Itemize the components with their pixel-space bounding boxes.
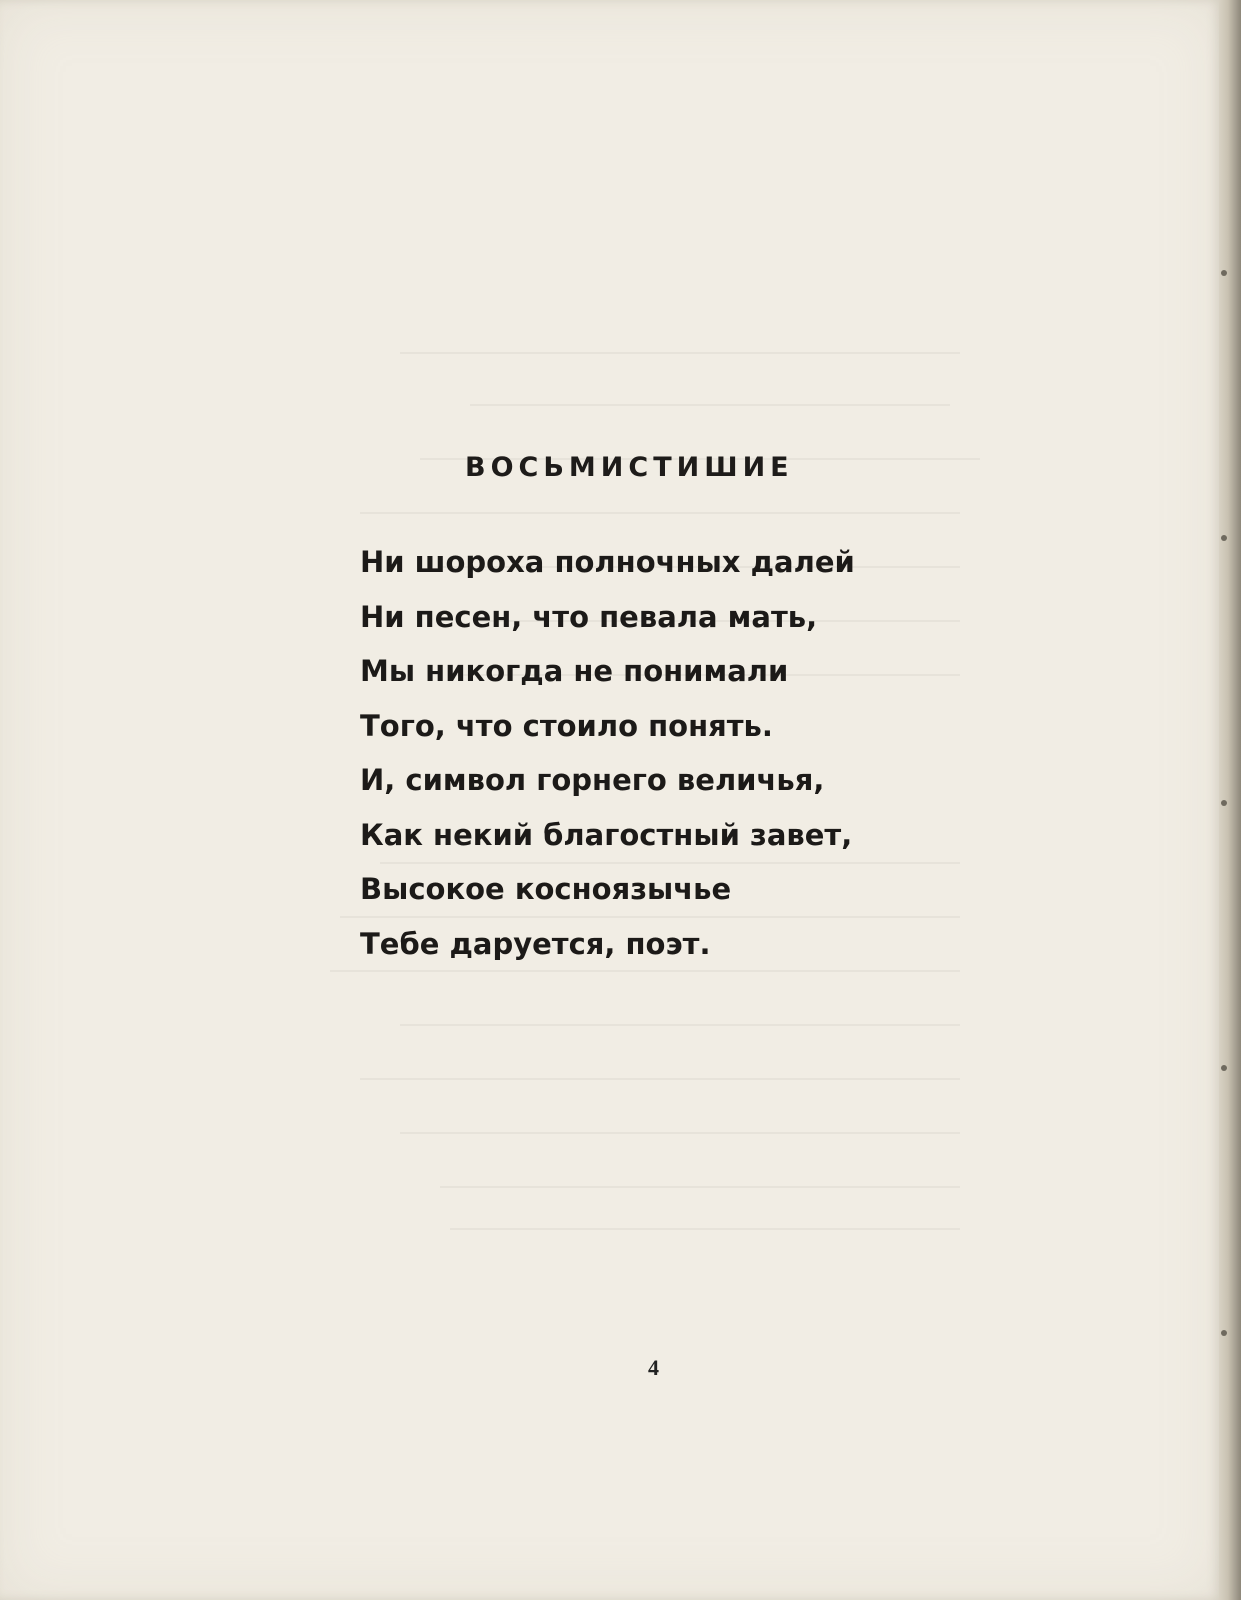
- poem-line-7: Высокое косноязычье: [360, 872, 732, 906]
- poem-line-1: Ни шороха полночных далей: [360, 545, 855, 579]
- stitch-hole: [1221, 535, 1227, 541]
- stitch-hole: [1221, 800, 1227, 806]
- page-number: 4: [648, 1355, 659, 1380]
- poem-title: ВОСЬМИСТИШИЕ: [465, 452, 794, 483]
- poem-line-6: Как некий благостный завет,: [360, 817, 853, 852]
- stitch-hole: [1221, 270, 1227, 276]
- stitch-hole: [1221, 1330, 1227, 1336]
- poem-lines: [360, 535, 920, 971]
- poem-line-4: Того, что стоило понять.: [360, 708, 773, 743]
- poem-line-5: И, символ горнего величья,: [360, 763, 825, 797]
- poem-line-2: Ни песен, что певала мать,: [360, 599, 818, 634]
- poem-line-3: Мы никогда не понимали: [360, 654, 789, 688]
- poem-block: [360, 452, 920, 971]
- page-edge: [1219, 0, 1241, 1600]
- poem-line-8: Тебе даруется, поэт.: [360, 926, 711, 961]
- stitch-hole: [1221, 1065, 1227, 1071]
